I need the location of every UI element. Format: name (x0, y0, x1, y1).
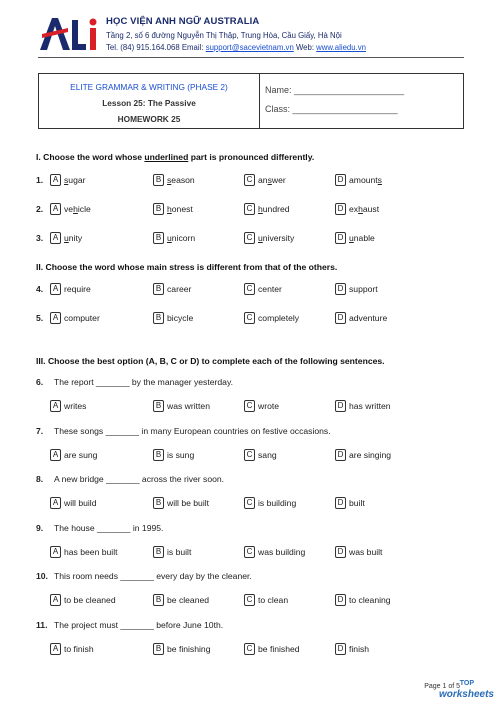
option-text: is sung (167, 450, 195, 460)
question-text: A new bridge _______ across the river soon. (54, 474, 225, 484)
ali-logo (38, 14, 100, 54)
option-b-letter: B (153, 400, 164, 412)
option-text: are singing (349, 450, 392, 460)
option-a[interactable] (50, 312, 100, 324)
option-d-letter: D (335, 594, 346, 606)
option-a-letter: A (50, 400, 61, 412)
option-a-letter: A (50, 232, 61, 244)
option-d-letter: D (335, 232, 346, 244)
option-word: exhaust (349, 204, 380, 214)
question-text: The report _______ by the manager yesterday. (54, 377, 233, 387)
question-number: 10. (36, 571, 48, 581)
option-text: are sung (64, 450, 98, 460)
option-c-letter: C (244, 546, 255, 558)
option-d[interactable] (335, 283, 378, 295)
option-b-letter: B (153, 232, 164, 244)
question-number: 3. (36, 233, 44, 243)
option-word: hundred (258, 204, 290, 214)
option-b[interactable] (153, 546, 191, 558)
option-word: support (349, 284, 378, 294)
option-c[interactable] (244, 400, 279, 412)
option-b[interactable] (153, 174, 195, 186)
option-d[interactable] (335, 312, 387, 324)
option-d-letter: D (335, 203, 346, 215)
option-d[interactable] (335, 546, 382, 558)
option-c[interactable] (244, 643, 300, 655)
option-text: has written (349, 401, 391, 411)
option-word: honest (167, 204, 193, 214)
option-d[interactable] (335, 643, 369, 655)
option-word: university (258, 233, 295, 243)
option-d[interactable] (335, 203, 379, 215)
option-text: sang (258, 450, 277, 460)
option-b[interactable] (153, 400, 210, 412)
option-c[interactable] (244, 232, 294, 244)
option-text: is built (167, 547, 192, 557)
option-d-letter: D (335, 643, 346, 655)
option-b-letter: B (153, 174, 164, 186)
option-d-letter: D (335, 312, 346, 324)
header-divider (38, 57, 464, 58)
section-1-text-a: I. Choose the word whose (36, 152, 145, 162)
question-number: 2. (36, 204, 44, 214)
question-text: These songs _______ in many European countries on festive occasions. (54, 426, 331, 436)
section-1-underlined: underlined (144, 152, 189, 162)
option-word: center (258, 284, 282, 294)
question-number: 4. (36, 284, 44, 294)
option-a-letter: A (50, 546, 61, 558)
option-word: unicorn (167, 233, 196, 243)
option-word: adventure (349, 313, 388, 323)
option-a-letter: A (50, 497, 61, 509)
option-a-letter: A (50, 643, 61, 655)
option-d[interactable] (335, 400, 391, 412)
option-word: computer (64, 313, 100, 323)
option-c[interactable] (244, 203, 290, 215)
option-word: unity (64, 233, 83, 243)
option-a[interactable] (50, 594, 116, 606)
option-a[interactable] (50, 203, 91, 215)
option-d-letter: D (335, 497, 346, 509)
option-a-letter: A (50, 594, 61, 606)
section-2-heading: II. Choose the word whose main stress is different from that of the others. (36, 262, 338, 272)
option-b-letter: B (153, 643, 164, 655)
option-b[interactable] (153, 449, 194, 461)
option-a[interactable] (50, 643, 94, 655)
question-text: The project must _______ before June 10th. (54, 620, 224, 630)
topworksheets-top: TOP (459, 680, 474, 687)
option-word: season (167, 175, 195, 185)
option-b-letter: B (153, 203, 164, 215)
section-3-heading: III. Choose the best option (A, B, C or D) to complete each of the following sentences. (36, 356, 385, 366)
option-b-letter: B (153, 449, 164, 461)
option-c[interactable] (244, 497, 296, 509)
option-c[interactable] (244, 594, 288, 606)
question-text: This room needs _______ every day by the cleaner. (54, 571, 252, 581)
option-text: was building (258, 547, 306, 557)
option-b-letter: B (153, 312, 164, 324)
option-text: to cleaning (349, 595, 391, 605)
option-word: amounts (349, 175, 382, 185)
institute-title: HỌC VIỆN ANH NGỮ AUSTRALIA (106, 16, 260, 27)
option-text: be finished (258, 644, 300, 654)
option-word: career (167, 284, 192, 294)
option-text: has been built (64, 547, 118, 557)
option-c-letter: C (244, 449, 255, 461)
option-c[interactable] (244, 283, 282, 295)
option-c-letter: C (244, 283, 255, 295)
option-text: to be cleaned (64, 595, 116, 605)
option-word: require (64, 284, 91, 294)
option-a-letter: A (50, 203, 61, 215)
question-number: 6. (36, 377, 44, 387)
institute-contact (106, 43, 366, 52)
option-c-letter: C (244, 400, 255, 412)
option-text: to finish (64, 644, 94, 654)
option-a[interactable] (50, 400, 86, 412)
option-text: finish (349, 644, 370, 654)
topworksheets-logo: worksheets (438, 689, 494, 700)
option-a-letter: A (50, 312, 61, 324)
option-a[interactable] (50, 449, 97, 461)
option-word: answer (258, 175, 286, 185)
option-b[interactable] (153, 594, 209, 606)
option-b-letter: B (153, 497, 164, 509)
option-a[interactable] (50, 546, 118, 558)
option-d-letter: D (335, 449, 346, 461)
question-number: 5. (36, 313, 44, 323)
question-number: 8. (36, 474, 44, 484)
option-word: vehicle (64, 204, 91, 214)
option-a-letter: A (50, 174, 61, 186)
option-c-letter: C (244, 203, 255, 215)
option-d[interactable] (335, 594, 391, 606)
option-c-letter: C (244, 232, 255, 244)
tel-label: Tel. (84) 915.164.068 Email: (106, 43, 206, 52)
option-b[interactable] (153, 283, 191, 295)
option-a[interactable] (50, 283, 91, 295)
lesson-title: Lesson 25: The Passive (102, 98, 196, 108)
option-d-letter: D (335, 283, 346, 295)
option-a[interactable] (50, 174, 86, 186)
course-title: ELITE GRAMMAR & WRITING (PHASE 2) (70, 82, 228, 92)
option-b[interactable] (153, 203, 193, 215)
lesson-info-box (38, 73, 464, 129)
section-1-text-b: part is pronounced differently. (188, 152, 315, 162)
option-text: was built (349, 547, 383, 557)
option-c-letter: C (244, 312, 255, 324)
option-c-letter: C (244, 174, 255, 186)
option-text: be cleaned (167, 595, 210, 605)
option-d[interactable] (335, 497, 365, 509)
web-label: Web: (293, 43, 317, 52)
lesson-info (39, 74, 260, 128)
class-field[interactable]: Class: _____________________ (265, 104, 398, 114)
option-d[interactable] (335, 174, 382, 186)
option-a-letter: A (50, 449, 61, 461)
name-field[interactable]: Name: ______________________ (265, 85, 405, 95)
option-d-letter: D (335, 546, 346, 558)
section-1-heading (36, 152, 314, 162)
option-b[interactable] (153, 232, 195, 244)
institute-address: Tầng 2, số 6 đường Nguyễn Thị Thập, Trung Hòa, Cầu Giấy, Hà Nội (106, 31, 342, 40)
option-text: will build (64, 498, 97, 508)
option-c[interactable] (244, 312, 299, 324)
option-b-letter: B (153, 283, 164, 295)
option-d-letter: D (335, 174, 346, 186)
option-text: be finishing (167, 644, 211, 654)
option-b-letter: B (153, 594, 164, 606)
option-a-letter: A (50, 283, 61, 295)
question-number: 1. (36, 175, 44, 185)
option-b[interactable] (153, 312, 193, 324)
option-d[interactable] (335, 449, 391, 461)
homework-title: HOMEWORK 25 (117, 114, 181, 124)
question-number: 9. (36, 523, 44, 533)
option-c-letter: C (244, 643, 255, 655)
option-a[interactable] (50, 497, 96, 509)
option-text: to clean (258, 595, 289, 605)
option-d[interactable] (335, 232, 375, 244)
option-text: writes (64, 401, 87, 411)
page-number: Page 1 of 5 (424, 683, 460, 690)
option-b[interactable] (153, 497, 209, 509)
option-a[interactable] (50, 232, 82, 244)
question-number: 11. (36, 620, 48, 630)
option-word: bicycle (167, 313, 194, 323)
option-b-letter: B (153, 546, 164, 558)
option-text: was written (167, 401, 210, 411)
question-text: The house _______ in 1995. (54, 523, 164, 533)
option-word: completely (258, 313, 300, 323)
option-c[interactable] (244, 449, 277, 461)
option-c-letter: C (244, 497, 255, 509)
option-word: sugar (64, 175, 86, 185)
option-word: unable (349, 233, 375, 243)
option-c[interactable] (244, 174, 286, 186)
option-b[interactable] (153, 643, 210, 655)
option-text: will be built (167, 498, 210, 508)
option-text: is building (258, 498, 297, 508)
option-d-letter: D (335, 400, 346, 412)
web-link[interactable]: www.aliedu.vn (316, 43, 367, 52)
email-link[interactable]: support@sacevietnam.vn (205, 43, 294, 52)
option-text: wrote (258, 401, 280, 411)
question-number: 7. (36, 426, 44, 436)
option-text: built (349, 498, 365, 508)
option-c[interactable] (244, 546, 305, 558)
option-c-letter: C (244, 594, 255, 606)
